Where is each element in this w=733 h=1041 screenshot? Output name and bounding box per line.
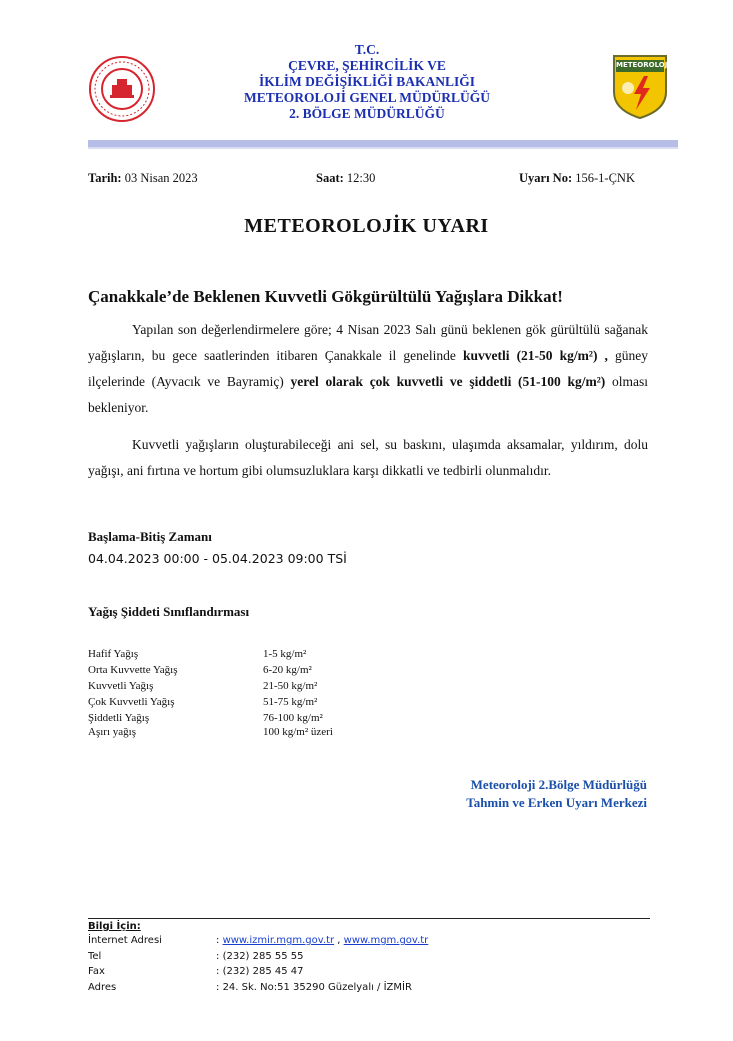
- address-label: Adres: [88, 981, 117, 993]
- class-name: Şiddetli Yağış: [88, 712, 150, 724]
- fax-label: Fax: [88, 966, 105, 977]
- warning-number-value: 156-1-ÇNK: [575, 171, 635, 185]
- p1-text-2: güney ilçelerinde (Ayvacık ve Bayramiç): [88, 348, 649, 389]
- header-divider: [88, 140, 678, 147]
- classification-row: [88, 662, 403, 678]
- classification-row: [88, 678, 403, 694]
- date-label: Tarih:: [88, 171, 122, 185]
- class-value: 100 kg/m² üzeri: [263, 726, 333, 738]
- footer-title: Bilgi İçin:: [88, 921, 141, 932]
- document-title: METEOROLOJİK UYARI: [244, 215, 489, 237]
- org-line: 2. BÖLGE MÜDÜRLÜĞÜ: [289, 106, 445, 121]
- timing-label: Başlama-Bitiş Zamanı: [88, 529, 212, 544]
- meteoroloji-logo: [610, 52, 670, 120]
- classification-row: [88, 646, 403, 662]
- class-value: 6-20 kg/m²: [263, 664, 312, 676]
- body-paragraph-2: [88, 432, 648, 484]
- signature-line-1: Meteoroloji 2.Bölge Müdürlüğü: [470, 777, 647, 792]
- colon: :: [216, 935, 220, 946]
- body-paragraph-1: [88, 317, 648, 421]
- warning-number-field: [519, 171, 635, 186]
- footer-row-internet: [88, 935, 428, 951]
- link-separator: ,: [334, 935, 344, 946]
- class-name: Çok Kuvvetli Yağış: [88, 696, 175, 708]
- class-value: 1-5 kg/m²: [263, 648, 307, 660]
- signature-line-2: Tahmin ve Erken Uyarı Merkezi: [466, 795, 647, 810]
- organization-header: [200, 42, 534, 122]
- warning-number-label: Uyarı No:: [519, 171, 573, 185]
- p2-text: Kuvvetli yağışların oluşturabileceği ani sel, su baskını, ulaşımda aksamalar, yıldırım, dolu yağışı, ani fırtına ve hortum gibi olumsuzluklara karşı dikkatli ve tedbirli olunmalıdır.: [88, 437, 648, 478]
- p1-bold-1: kuvvetli (21-50 kg/m²) ,: [462, 348, 608, 363]
- p1-text-3: olması bekleniyor.: [88, 374, 649, 415]
- p1-bold-2: yerel olarak çok kuvvetli ve şiddetli (51-100 kg/m²): [290, 374, 606, 389]
- classification-row: [88, 724, 403, 740]
- time-value: 12:30: [346, 171, 376, 185]
- address-value: [216, 982, 412, 998]
- fax-value: [216, 966, 304, 982]
- class-name: Aşırı yağış: [88, 726, 136, 738]
- colon: :: [216, 966, 220, 977]
- class-name: Kuvvetli Yağış: [88, 680, 154, 692]
- colon: :: [216, 981, 220, 993]
- class-name: Orta Kuvvette Yağış: [88, 664, 178, 676]
- class-value: 51-75 kg/m²: [263, 696, 318, 708]
- classification-row: [88, 694, 403, 710]
- ministry-logo: [88, 55, 156, 123]
- mgm-link[interactable]: www.mgm.gov.tr: [343, 935, 429, 946]
- signature-block: [466, 776, 647, 812]
- org-line: T.C.: [354, 42, 380, 57]
- org-line: ÇEVRE, ŞEHİRCİLİK VE: [288, 58, 446, 73]
- tel-value: [216, 951, 304, 967]
- footer-contact: [88, 921, 428, 997]
- meteoroloji-logo-text: METEOROLOJİ: [616, 61, 670, 69]
- class-value: 76-100 kg/m²: [263, 712, 323, 724]
- tel-label: Tel: [88, 950, 102, 962]
- classification-table: [88, 646, 403, 740]
- date-value: 03 Nisan 2023: [124, 171, 198, 185]
- footer-row-address: [88, 982, 428, 998]
- footer-row-fax: [88, 966, 428, 982]
- classification-row: [88, 710, 403, 724]
- timing-value: 04.04.2023 00:00 - 05.04.2023 09:00 TSİ: [88, 551, 347, 566]
- izmir-mgm-link[interactable]: www.izmir.mgm.gov.tr: [222, 935, 335, 946]
- header-divider-shadow: [88, 147, 678, 149]
- time-field: [316, 171, 375, 186]
- p1-text-1: Yapılan son değerlendirmelere göre; 4 Nisan 2023 Salı günü beklenen gök gürültülü sağanak yağışların, bu gece saatlerinden itibaren Çanakkale il genelinde: [88, 322, 648, 363]
- class-name: Hafif Yağış: [88, 648, 139, 660]
- footer-row-tel: [88, 951, 428, 967]
- footer-divider: [88, 918, 650, 919]
- org-line: İKLİM DEĞİŞİKLİĞİ BAKANLIĞI: [258, 74, 476, 89]
- org-line: METEOROLOJİ GENEL MÜDÜRLÜĞÜ: [243, 90, 491, 105]
- fax-number: (232) 285 45 47: [222, 966, 304, 977]
- address-text: 24. Sk. No:51 35290 Güzelyalı / İZMİR: [222, 981, 412, 993]
- internet-label: İnternet Adresi: [88, 935, 162, 946]
- date-field: [88, 171, 198, 186]
- classification-label: Yağış Şiddeti Sınıflandırması: [88, 604, 250, 619]
- internet-value: [216, 935, 428, 951]
- tel-number: (232) 285 55 55: [222, 950, 304, 962]
- colon: :: [216, 950, 220, 962]
- time-label: Saat:: [316, 171, 344, 185]
- warning-headline: Çanakkale’de Beklenen Kuvvetli Gökgürültülü Yağışlara Dikkat!: [88, 287, 563, 306]
- class-value: 21-50 kg/m²: [263, 680, 318, 692]
